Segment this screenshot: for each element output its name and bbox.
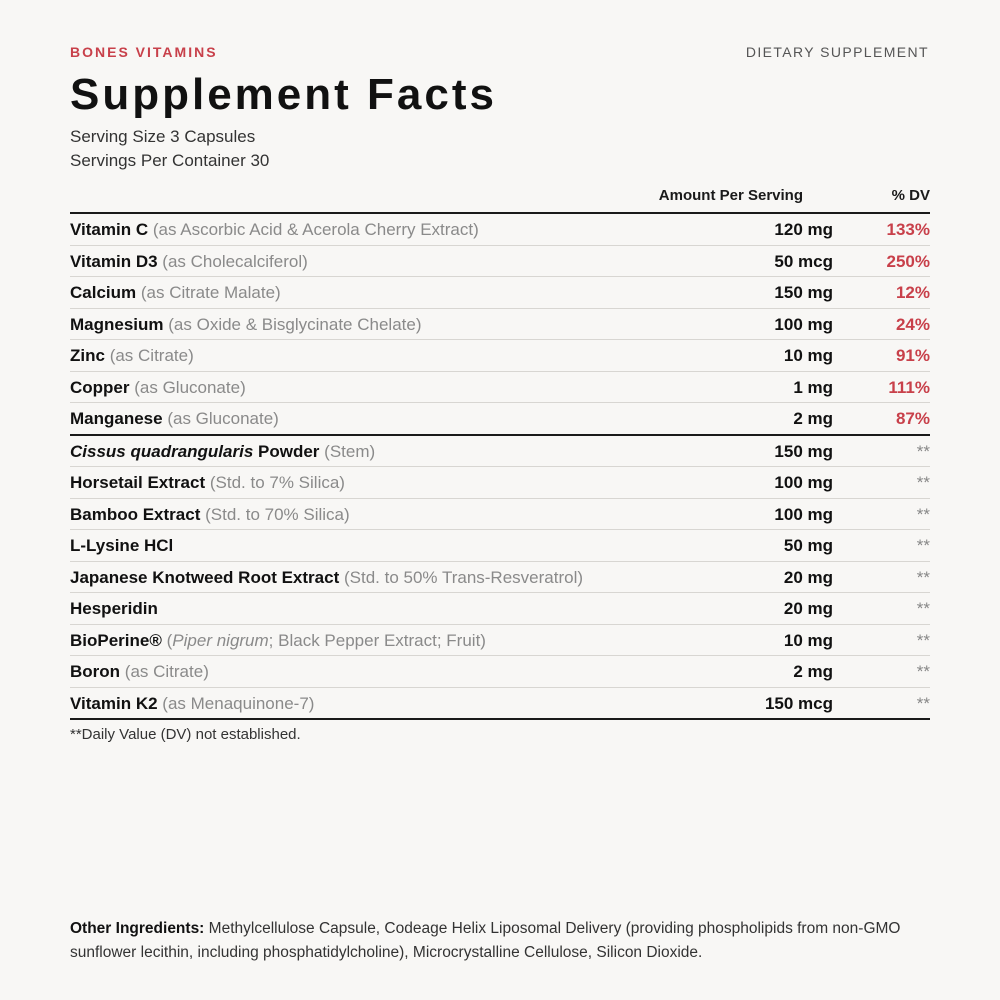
nutrient-source: (Stem) [324,441,376,461]
nutrient-name: L-Lysine HCl [70,536,174,555]
nutrient-name: Manganese (as Gluconate) [70,409,279,428]
nutrient-source: (as Gluconate) [167,409,279,428]
table-row [70,277,930,309]
table-row [70,467,930,499]
nutrient-dv: ** [916,536,930,555]
nutrient-dv: ** [916,567,930,587]
nutrient-amount: 20 mg [783,599,833,618]
brand-label: BONES VITAMINS [70,44,218,60]
nutrient-name: Vitamin K2 (as Menaquinone-7) [70,693,315,713]
nutrient-amount: 120 mg [774,220,833,239]
table-row [70,499,930,531]
nutrient-amount: 50 mcg [774,251,833,271]
table-row [70,372,930,404]
nutrient-name: Vitamin C (as Ascorbic Acid & Acerola Cherry Extract) [70,220,479,239]
nutrient-source: (as Citrate Malate) [140,283,281,302]
table-row [70,562,930,594]
page-title: Supplement Facts [70,70,497,119]
category-label: DIETARY SUPPLEMENT [745,44,929,60]
nutrient-name: Bamboo Extract (Std. to 70% Silica) [70,504,350,524]
nutrient-source: (Std. to 50% Trans-Resveratrol) [343,567,584,587]
nutrient-name: Cissus quadrangularis Powder (Stem) [70,441,376,461]
nutrient-amount: 1 mg [793,377,833,397]
nutrient-dv: ** [916,504,930,524]
nutrient-name: BioPerine® (Piper nigrum; Black Pepper Extract; Fruit) [70,630,486,650]
servings-per-container: Servings Per Container 30 [70,151,270,170]
table-row [70,625,930,657]
nutrient-source: (as Gluconate) [134,377,246,397]
table-row [70,530,930,562]
nutrient-dv: ** [916,630,930,650]
nutrient-dv: 87% [895,409,930,428]
nutrient-name: Japanese Knotweed Root Extract (Std. to 50% Trans-Resveratrol) [70,567,584,587]
serving-size: Serving Size 3 Capsules [70,127,256,146]
nutrient-dv: 12% [895,283,930,302]
table-row [70,309,930,341]
nutrient-amount: 100 mg [774,504,833,524]
nutrient-source: (as Citrate) [124,662,209,681]
nutrient-amount: 2 mg [793,662,833,681]
nutrient-name: Copper (as Gluconate) [70,377,246,397]
nutrient-dv: ** [916,441,930,461]
nutrient-source: (as Oxide & Bisglycinate Chelate) [168,314,422,334]
table-row [70,246,930,278]
dv-footnote: **Daily Value (DV) not established. [70,726,301,743]
nutrient-source: (as Menaquinone-7) [162,693,315,713]
nutrient-dv: ** [916,662,930,681]
nutrient-amount: 20 mg [783,567,833,587]
other-ingredients-text: Methylcellulose Capsule, Codeage Helix Liposomal Delivery (providing phospholipids from non-GMO sunflower lecithin, including phosphatidylcholine), Microcrystalline Cellulose, Silicon Dioxide. [70,920,901,961]
nutrient-dv: 91% [895,346,930,365]
table-row [70,436,930,468]
column-header-amount: Amount Per Serving [658,187,803,204]
nutrient-name: Magnesium (as Oxide & Bisglycinate Chelate) [70,314,422,334]
nutrient-source: (as Citrate) [109,346,194,365]
nutrient-dv: ** [916,473,930,492]
table-row [70,340,930,372]
nutrient-dv: ** [916,693,930,713]
nutrient-amount: 50 mg [783,536,833,555]
other-ingredients-label: Other Ingredients: [70,920,205,937]
nutrient-name: Hesperidin [70,599,158,618]
nutrient-amount: 150 mg [774,441,833,461]
supplement-facts-table [70,180,930,720]
table-row [70,656,930,688]
nutrient-name: Zinc (as Citrate) [70,346,194,365]
nutrient-dv: 133% [886,220,930,239]
nutrient-name: Vitamin D3 (as Cholecalciferol) [70,251,308,271]
nutrient-amount: 100 mg [774,473,833,492]
nutrient-amount: 150 mcg [764,693,833,713]
nutrient-amount: 150 mg [774,283,833,302]
table-row [70,688,930,721]
nutrient-amount: 10 mg [783,630,833,650]
nutrient-name: Boron (as Citrate) [70,662,209,681]
table-header [70,180,930,214]
other-ingredients [70,917,930,965]
nutrient-dv: ** [916,599,930,618]
table-row [70,214,930,246]
nutrient-name: Horsetail Extract (Std. to 7% Silica) [70,473,345,492]
nutrient-name: Calcium (as Citrate Malate) [70,283,281,302]
nutrient-source: (as Cholecalciferol) [162,251,308,271]
nutrient-source: (Std. to 7% Silica) [209,473,345,492]
table-row [70,593,930,625]
nutrient-dv: 24% [895,314,930,334]
nutrient-source: (Piper nigrum; Black Pepper Extract; Fruit) [166,630,486,650]
nutrient-source: (Std. to 70% Silica) [205,504,350,524]
column-header-dv: % DV [891,187,930,204]
table-row [70,403,930,436]
nutrient-amount: 100 mg [774,314,833,334]
nutrient-amount: 2 mg [793,409,833,428]
nutrient-source: (as Ascorbic Acid & Acerola Cherry Extract) [152,220,479,239]
nutrient-dv: 250% [886,251,930,271]
nutrient-dv: 111% [888,377,930,397]
nutrient-amount: 10 mg [783,346,833,365]
